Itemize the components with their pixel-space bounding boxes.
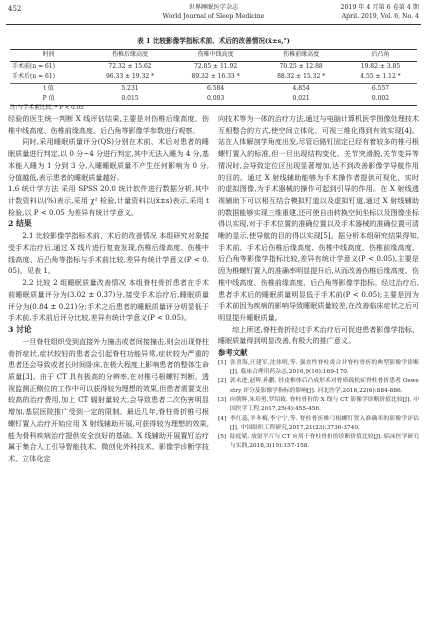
header-cell: 伤椎后缘高度 <box>87 50 173 62</box>
reference-item <box>218 377 419 396</box>
journal-title-en: World Journal of Sleep Medicine <box>162 13 265 20</box>
header-cell: 时间 <box>10 50 87 62</box>
reference-item <box>218 396 419 415</box>
header-cell: 伤椎中线高度 <box>173 50 259 62</box>
body-paragraph: 2.1 比较影像学指标术前、术后的改善情况 本组研究对象接受手术治疗后,通过 X 线片进行复查发现,伤椎后缘高度、伤椎中线高度、后凸角等指标与手术前比较,差异有统计学意义(P < 0.05)。见表 1。 <box>8 231 209 276</box>
reference-text: 向朝辉,朱培勇,罗绍致. 脊柱骨折的 X 线与 CT 影像学诊断价值比较[J]. 中国医学工程,2017,25(4):455-456. <box>230 396 419 413</box>
body-paragraph: 2.2 比较 2 组睡眠质量改善情况 本组脊柱骨折患者在手术前睡眠质量评分为(3.02 ± 0.37)分,接受手术治疗后,睡眠质量评分为(0.84 ± 0.21)分;手术之后患者的睡眠质量评分明显低于手术前,手术前后评分比较,差异有统计学意义(P < 0.05)。 <box>8 278 209 323</box>
table-header-row <box>10 50 417 62</box>
body-paragraph: 经验的医生统一判断 X 线评估结果,主要是对伤椎后缘高度、伤椎中线高度、伤椎前缘高度、后凸角等影像学参数进行观察。 <box>8 114 209 135</box>
running-header <box>0 4 427 26</box>
issue-date-en: April. 2019, Vol. 6, No. 4 <box>341 13 419 20</box>
table-cell: 70.25 ± 12.88 <box>279 62 323 70</box>
table-cell: 19.82 ± 3.85 <box>360 62 401 70</box>
table-cell: 89.32 ± 16.33 * <box>173 72 259 83</box>
table-cell: 96.33 ± 19.32 * <box>87 72 173 83</box>
table-cell: 6.557 <box>371 84 390 92</box>
table-cell: 4.55 ± 1.12 * <box>344 72 417 83</box>
section-heading-discussion: 3 讨论 <box>8 324 32 334</box>
table-cell: 0.021 <box>258 94 344 105</box>
issue-date-cn: 2019 年 4 月第 6 卷第 4 期 <box>340 4 419 11</box>
references-heading: 参考文献 <box>218 348 248 358</box>
reference-item <box>218 433 419 452</box>
reference-number: [2] <box>218 378 227 385</box>
reference-text: 张喜海,汪建军,沈伟明,等. 强直性脊柱炎合并脊柱骨折的典型影像学诊断[J]. 临床合理用药杂志,2016,9(16):169-170. <box>230 359 419 376</box>
table-cell: P 值 <box>10 94 87 105</box>
table-cell: 5.231 <box>121 84 139 92</box>
table-cell: 88.32 ± 15.32 * <box>258 72 344 83</box>
table-cell: 72.32 ± 15.62 <box>108 62 152 70</box>
table-cell: t 值 <box>43 84 54 92</box>
journal-title-cn: 世界睡眠医学杂志 <box>188 4 239 11</box>
reference-number: [1] <box>218 359 227 366</box>
table-cell: 手术后(n = 61) <box>10 72 87 83</box>
table-row <box>10 61 417 72</box>
reference-number: [4] <box>218 415 227 422</box>
conclusion-paragraph: 综上所述,脊柱骨折经过手术治疗后可促进患者影像学指标、睡眠质量得到明显改善,有极大的推广意义。 <box>218 324 419 346</box>
reference-item <box>218 359 419 378</box>
table-caption: 表 1 比较影像学指标术前、术后的改善情况(x̄±s,°) <box>137 37 290 45</box>
header-rule <box>6 24 421 25</box>
table-row <box>10 83 417 94</box>
table-cell: 0.015 <box>87 94 173 105</box>
reference-number: [5] <box>218 434 227 441</box>
header-cell: 后凸角 <box>344 50 417 62</box>
section-heading-results: 2 结果 <box>8 219 32 229</box>
table-cell: 72.85 ± 11.92 <box>193 62 238 70</box>
reference-number: [3] <box>218 396 227 403</box>
header-cell: 伤椎前缘高度 <box>258 50 344 62</box>
table-cell: 0.002 <box>344 94 417 105</box>
table-cell: 0.003 <box>173 94 259 105</box>
table-cell: 手术前(n = 61) <box>12 62 56 70</box>
body-paragraph: 一旦脊柱组织受到直接外力撞击或者间接撞击,则会出现脊柱骨折症状,症状较轻的患者会引起脊柱功能异常,症状较为严重的患者还会导致或者长时间卧床,在极大程度上影响患者的整体生命质量[3]。由于 CT 具有极高的分辨率,在对椎弓根螺钉判断、透视监测正侧位的工作中可以获得较为理想的效果,但患者需要支出较高的治疗费用,加上 CT 辐射量较大,会导致患者二次伤害明显增加,基层医院推广受到一定的限制。最近几年,脊柱骨折椎弓根螺钉置入治疗开始应用 X 射线辅助开展,可获得较为理想的效果,能为骨科疾病治疗提供安全良好的基础。X 线辅助开展置钉治疗属于集合人工引导智能技术、微创化外科技术、影像学诊断学技术、立体化定 <box>8 336 209 463</box>
table-row <box>10 72 417 83</box>
reference-text: 郭永进,赵辉,孙鹏. 经皮椎体后凸成形术对骨质疏松症脊柱骨折患者 Oswestry 评分及影像学指标的影响[J]. 河北医学,2016,22(6):884-886. <box>230 378 419 394</box>
right-column <box>218 113 419 623</box>
left-column <box>8 113 209 623</box>
reference-text: 陆庭斌. 放射平片与 CT 应用于脊柱骨折的诊断价值比较[J]. 临床医学研究与实践,2018,3(19):157-158. <box>230 434 419 450</box>
body-paragraph: 向技术等为一体的治疗方法,通过与电脑计算机医学图像处理技术互相整合的方式,使空间立体化、可视三维化得到有效实现[4]。站在人体解剖学角度出发,尽管后路钉固定已经有着较多的椎弓根螺钉置入的标准,但一旦出现结构变化、关节突滑脱,关节变异等情况时,会导致定位区出现显著增加,达不到改善影像学导航作用的目的。通过 X 射线辅助能够为手术操作者提供可视化、实时的虚拟图像,为手术器械的操作可起到引导的作用。在 X 射线透视辅助下可以相互结合模拟钉道以及虚拟钉道,通过 X 射线辅助的数据能够实现三维重建,还可使自由转换空间坐标以及图像坐标得以实现,对于手术位置的准确位置以及手术器械的准确位置可清晰的显示,使导航的目的得以实现[5]。据分析本组研究结果得知,手术前、手术后伤椎后缘高度、伤椎中线高度、伤椎前缘高度、后凸角等影像学指标比较,差异有统计学意义(P < 0.05),主要是因为椎螺钉置入的准确率明显提升后,从而改善伤椎后缘高度、伤椎中线高度、伤椎前缘高度、后凸角等影像学指标。经过治疗后,患者手术后的睡眠质量明显低于手术前(P < 0.05);主要是因为手术前因为疾病的影响导致睡眠质量较差,在改善临床症状之后可明显提升睡眠质量。 <box>218 114 419 322</box>
statistics-method-paragraph: 1.6 统计学方法 采用 SPSS 20.0 统计软件进行数据分析,其中计数资料以(%)表示,采用 χ² 检验,计量资料以(x̄±s)表示,采用 t 检验,以 P < 0.05 为差异有统计学意义。 <box>8 184 209 217</box>
body-paragraph: 同时,采用睡眠质量评分(QS)分别在术前、术后对患者的睡眠质量进行判定,以 0 分~4 分进行判定,其中无法入睡为 4 分,基本能入睡为 1 分到 3 分,入睡睡眠质量不产生任何影响为 0 分,分值越低,表示患者的睡眠质量越好。 <box>8 137 209 182</box>
reference-text: 李红蕊,羊冬梅,李宁宁,等. 脊柱骨折椎弓根螺钉置入准确率的影像学评估[J]. 中国组织工程研究,2017,21(23):3736-3740. <box>230 415 419 431</box>
page-number: 452 <box>8 5 22 13</box>
table-note: 注:与手术前比较, * P < 0.05 <box>10 105 84 111</box>
table-cell: 4.854 <box>292 84 310 92</box>
reference-item <box>218 415 419 434</box>
table-cell: 6.584 <box>206 84 225 92</box>
results-table <box>10 49 417 106</box>
